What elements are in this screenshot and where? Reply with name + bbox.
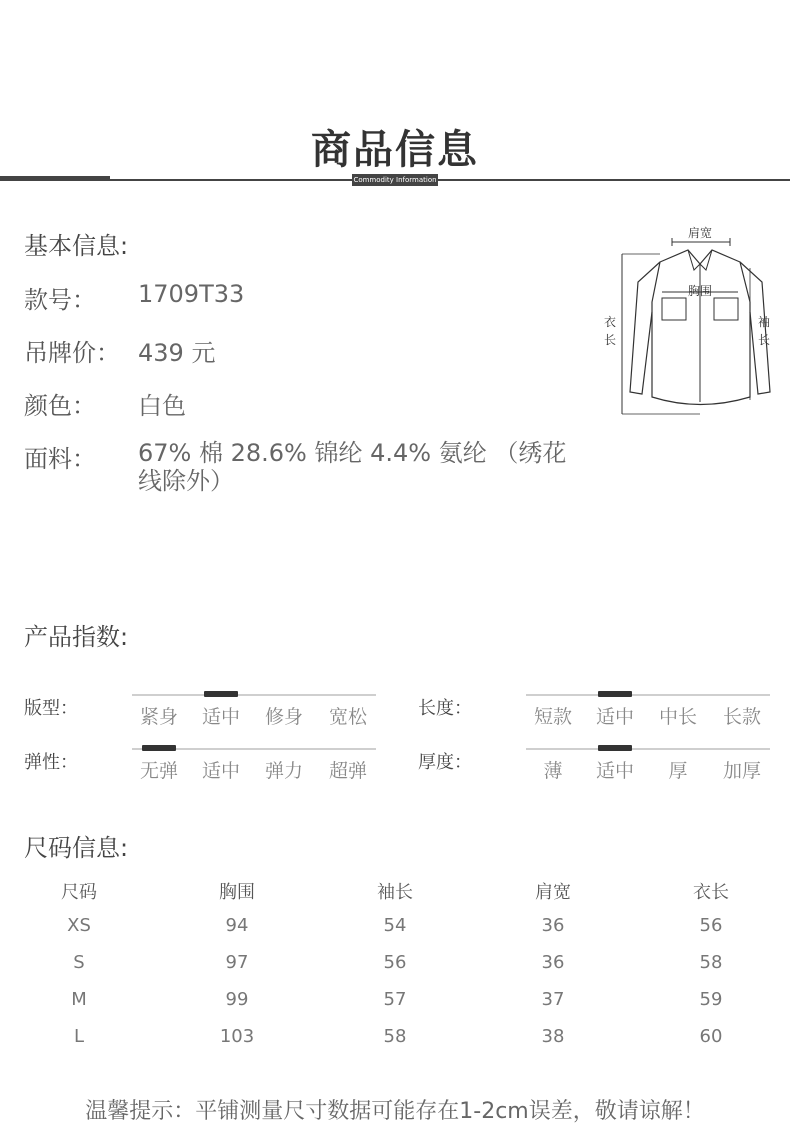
size-col-header: 尺码 xyxy=(61,882,97,903)
elasticity-option: 无弹 xyxy=(139,760,178,782)
length-option: 适中 xyxy=(595,706,634,728)
color-value: 白色 xyxy=(138,392,186,420)
measurement-tip: 温馨提示：平铺测量尺寸数据可能存在1-2cm误差，敬请谅解！ xyxy=(85,1099,705,1124)
elasticity-scale xyxy=(132,748,376,788)
diagram-length-label-1: 衣 xyxy=(604,315,617,329)
length-scale xyxy=(526,694,770,734)
table-cell: 36 xyxy=(541,952,565,973)
thickness-option: 加厚 xyxy=(722,760,761,782)
scale-marker xyxy=(204,691,238,697)
page-title: 商品信息 xyxy=(311,127,479,173)
table-cell: 94 xyxy=(225,915,249,936)
elasticity-option: 超弹 xyxy=(328,760,367,782)
length-option: 中长 xyxy=(658,706,697,728)
diagram-shoulder-label: 肩宽 xyxy=(688,226,713,240)
chest-col-header: 胸围 xyxy=(219,882,255,903)
thickness-option: 适中 xyxy=(595,760,634,782)
elasticity-option: 适中 xyxy=(201,760,240,782)
elasticity-label: 弹性： xyxy=(24,752,78,773)
length-option: 短款 xyxy=(533,706,572,728)
length-col-header: 衣长 xyxy=(693,882,729,903)
table-cell: S xyxy=(73,952,85,973)
table-cell: 38 xyxy=(541,1026,565,1047)
fit-option: 宽松 xyxy=(328,706,367,728)
header-divider-accent xyxy=(0,176,110,181)
table-cell: 54 xyxy=(383,915,407,936)
table-cell: XS xyxy=(67,915,91,936)
table-cell: 37 xyxy=(541,989,565,1010)
fit-option: 适中 xyxy=(201,706,240,728)
thickness-label: 厚度： xyxy=(418,752,472,773)
table-cell: 58 xyxy=(699,952,723,973)
table-cell: 59 xyxy=(699,989,723,1010)
table-cell: 56 xyxy=(699,915,723,936)
diagram-sleeve-label-1: 袖 xyxy=(758,315,771,329)
thickness-option: 薄 xyxy=(543,760,563,782)
scale-marker xyxy=(598,691,632,697)
product-index-heading: 产品指数: xyxy=(24,623,129,651)
table-cell: M xyxy=(71,989,87,1010)
fit-option: 紧身 xyxy=(139,706,178,728)
style-no-label: 款号： xyxy=(24,286,96,314)
size-info-heading: 尺码信息: xyxy=(24,834,129,862)
table-cell: 57 xyxy=(383,989,407,1010)
elasticity-option: 弹力 xyxy=(264,760,303,782)
scale-line xyxy=(526,694,770,696)
diagram-length-label-2: 长 xyxy=(604,333,617,347)
scale-line xyxy=(132,694,376,696)
shirt-measurement-diagram xyxy=(600,222,780,422)
table-cell: 58 xyxy=(383,1026,407,1047)
tag-price-value: 439 元 xyxy=(138,339,216,367)
diagram-chest-label: 胸围 xyxy=(688,284,713,298)
header-subtitle: Commodity Information xyxy=(353,176,437,184)
table-cell: 97 xyxy=(225,952,249,973)
style-no-value: 1709T33 xyxy=(138,280,245,308)
fit-scale xyxy=(132,694,376,734)
fabric-value: 67% 棉 28.6% 锦纶 4.4% 氨纶 （绣花线除外） xyxy=(138,439,567,495)
tag-price-label: 吊牌价： xyxy=(24,339,120,367)
length-option: 长款 xyxy=(722,706,761,728)
table-cell: 99 xyxy=(225,989,249,1010)
table-cell: 60 xyxy=(699,1026,723,1047)
sleeve-col-header: 袖长 xyxy=(377,882,413,903)
fabric-label: 面料： xyxy=(24,445,96,473)
thickness-option: 厚 xyxy=(668,760,688,782)
basic-info-heading: 基本信息: xyxy=(24,232,129,260)
diagram-sleeve-label-2: 长 xyxy=(758,333,771,347)
fit-label: 版型： xyxy=(24,698,78,719)
scale-marker xyxy=(598,745,632,751)
shoulder-col-header: 肩宽 xyxy=(535,882,571,903)
thickness-scale xyxy=(526,748,770,788)
table-cell: 56 xyxy=(383,952,407,973)
table-cell: 36 xyxy=(541,915,565,936)
scale-line xyxy=(526,748,770,750)
table-cell: 103 xyxy=(219,1026,255,1047)
scale-marker xyxy=(142,745,176,751)
length-label: 长度： xyxy=(418,698,472,719)
fit-option: 修身 xyxy=(264,706,303,728)
color-label: 颜色： xyxy=(24,392,96,420)
shirt-icon xyxy=(600,222,780,422)
table-cell: L xyxy=(73,1026,85,1047)
